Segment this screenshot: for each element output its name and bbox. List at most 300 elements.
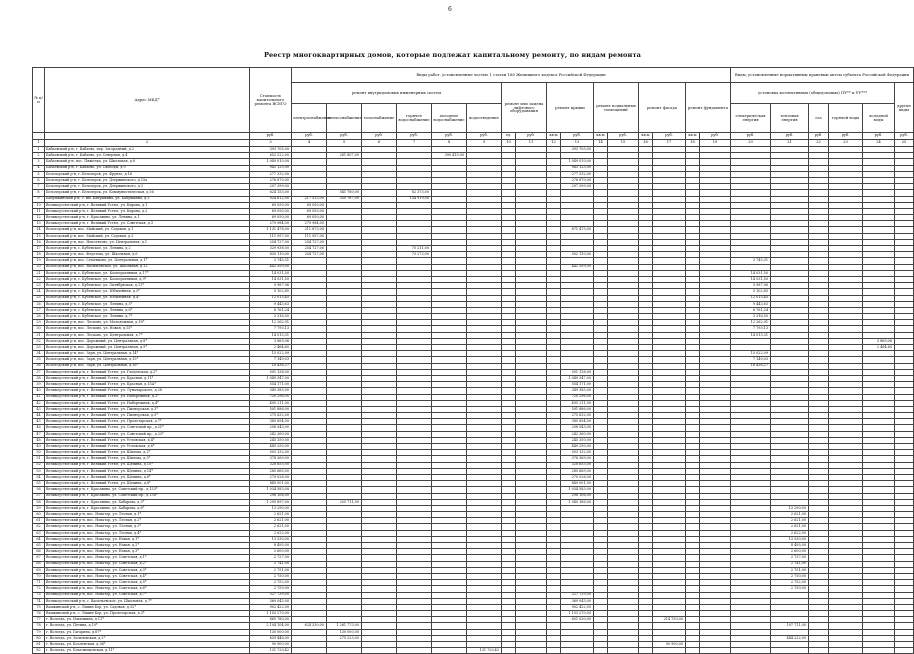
- value-cell: 2 727,00: [250, 555, 292, 561]
- header-drainage: водоотведение: [467, 104, 502, 133]
- row-number: 22: [33, 276, 45, 282]
- value-cell: 849 001,00: [561, 481, 594, 487]
- address-cell: Великоустюгский р-н, пос. Новатор, ул. Новая, д.1*: [45, 536, 250, 542]
- address-cell: Вологодский р-н, с. Кубенское, ул. Юбилейная, д.3*: [45, 289, 250, 295]
- value-cell: 1 049 010,00: [561, 159, 594, 165]
- value-cell: 501 138,00: [561, 369, 594, 375]
- column-index-cell: 16: [639, 140, 653, 147]
- value-cell: 7 793,13: [731, 326, 771, 332]
- row-number: 20: [33, 264, 45, 270]
- value-cell: 720 296,00: [250, 394, 292, 400]
- value-cell: 5 102,85: [250, 289, 292, 295]
- value-cell: 2 621,00: [771, 512, 809, 518]
- row-number: 8: [33, 190, 45, 196]
- unit-cell: руб.: [700, 133, 731, 140]
- unit-cell: ед.: [502, 133, 516, 140]
- value-cell: 7 149,03: [250, 357, 292, 363]
- value-cell: 2 759,00: [771, 586, 809, 592]
- value-cell: 385 854,00: [250, 419, 292, 425]
- value-cell: [809, 648, 829, 654]
- value-cell: [516, 648, 547, 654]
- row-number: 67: [33, 555, 45, 561]
- value-cell: 1 049 010,00: [250, 159, 292, 165]
- value-cell: 130 000,00: [327, 629, 362, 635]
- unit-cell: руб.: [432, 133, 467, 140]
- value-cell: 254 727,00: [250, 239, 292, 245]
- address-cell: Вологодский р-н, пос. Семенково, ул. Центральная, д.1*: [45, 258, 250, 264]
- value-cell: 245 350,00: [250, 437, 292, 443]
- value-cell: 13 530,00: [250, 536, 292, 542]
- unit-cell: руб.: [809, 133, 829, 140]
- row-number: 77: [33, 617, 45, 623]
- row-number: 16: [33, 239, 45, 245]
- column-index-cell: 21: [771, 140, 809, 147]
- address-cell: Вологодский р-н, пос. Лесково, ул. Центральная, д.7*: [45, 332, 250, 338]
- value-cell: 134 919,00: [397, 196, 432, 202]
- value-cell: 276 870,00: [250, 177, 292, 183]
- row-number: 79: [33, 629, 45, 635]
- address-cell: Великоустюгский р-н, пос. Новатор, ул. Советская, д.1*: [45, 555, 250, 561]
- value-cell: 270 026,00: [561, 474, 594, 480]
- row-number: 13: [33, 221, 45, 227]
- row-number: 45: [33, 419, 45, 425]
- value-cell: 2 464,60: [250, 345, 292, 351]
- row-number: 2: [33, 153, 45, 159]
- value-cell: 385 854,00: [561, 419, 594, 425]
- address-cell: Белозерский р-н, г. Белозерск, ул. Дзержинского, д.15а: [45, 177, 250, 183]
- document-title: Реестр многоквартирных домов, которые подлежат капитальному ремонту, по видам ремонта: [263, 51, 642, 59]
- value-cell: 7 149,03: [731, 357, 771, 363]
- unit-cell: руб.: [397, 133, 432, 140]
- row-number: 35: [33, 357, 45, 363]
- value-cell: 2 750,00: [771, 573, 809, 579]
- address-cell: Великоустюгский р-н, пос. Новатор, ул. Советская, д.7*: [45, 592, 250, 598]
- registry-table-container: [32, 67, 911, 653]
- value-cell: 327 739,00: [561, 592, 594, 598]
- row-number: 72: [33, 586, 45, 592]
- value-cell: 624 153,00: [250, 190, 292, 196]
- row-number: 11: [33, 208, 45, 214]
- header-meter-electric: электрическая энергия: [731, 104, 771, 133]
- column-index-cell: 24: [863, 140, 895, 147]
- address-cell: Белозерский р-н, г. Белозерск, ул. Дзержинского, д.3: [45, 184, 250, 190]
- header-meter-gas: газ: [809, 104, 829, 133]
- value-cell: 871 475,00: [561, 227, 594, 233]
- value-cell: 279 984,00: [292, 221, 327, 227]
- row-number: 64: [33, 536, 45, 542]
- row-number: 54: [33, 474, 45, 480]
- header-roof: ремонт крыши: [547, 83, 594, 133]
- value-cell: 242 360,00: [250, 431, 292, 437]
- address-cell: Великоустюгский р-н, г. Великий Устюг, ул. Пионерская, д.3*: [45, 406, 250, 412]
- row-number: 5: [33, 171, 45, 177]
- value-cell: 14 015,31: [250, 332, 292, 338]
- value-cell: 130 000,00: [250, 629, 292, 635]
- row-number: 10: [33, 202, 45, 208]
- unit-cell: кв.м: [547, 133, 561, 140]
- value-cell: 2 600,00: [250, 549, 292, 555]
- address-cell: Вологодский р-н, с. Кубенское, ул. Юбилейная, д.4*: [45, 295, 250, 301]
- row-number: 25: [33, 295, 45, 301]
- value-cell: 2 759,00: [250, 586, 292, 592]
- value-cell: 902 422,00: [561, 604, 594, 610]
- address-cell: Великоустюгский р-н, г. Великий Устюг, ул. Щепина, д.10*: [45, 462, 250, 468]
- header-address: Адрес МКД*: [45, 68, 250, 133]
- row-number: 49: [33, 444, 45, 450]
- value-cell: 393 705,00: [250, 147, 292, 153]
- address-cell: Великоустюгский р-н, пос. Новатор, ул. Советская, д.4*: [45, 573, 250, 579]
- row-number: 38: [33, 375, 45, 381]
- row-number: 7: [33, 184, 45, 190]
- unit-cell: руб.: [327, 133, 362, 140]
- value-cell: 254 727,00: [292, 252, 327, 258]
- address-cell: Бабаевский р-н, г. Бабаево, пер. Загородный, д.2: [45, 147, 250, 153]
- header-meter-heat: тепловая энергия: [771, 104, 809, 133]
- row-number: 15: [33, 233, 45, 239]
- row-number: 33: [33, 345, 45, 351]
- units-row: [33, 133, 914, 140]
- header-facade: ремонт фасада: [639, 83, 686, 133]
- row-number: 82: [33, 648, 45, 654]
- table-body: [33, 147, 914, 654]
- value-cell: 652 222,00: [250, 153, 292, 159]
- address-cell: Вологодский р-н, пос. Дорожный, ул. Центральная, д.8*: [45, 338, 250, 344]
- value-cell: 328 655,00: [250, 462, 292, 468]
- row-number: 32: [33, 338, 45, 344]
- value-cell: 943 125,00: [561, 165, 594, 171]
- address-cell: Великоустюгский р-н, г. Великий Устюг, ул. Щепина, д.14*: [45, 468, 250, 474]
- value-cell: 131 720,42: [467, 648, 502, 654]
- value-cell: 298 106,00: [561, 493, 594, 499]
- header-meter-hot-water: горячей воды: [829, 104, 863, 133]
- column-index-row: [33, 140, 914, 147]
- row-number: 39: [33, 382, 45, 388]
- value-cell: 501 886,00: [561, 406, 594, 412]
- address-cell: Вологодский р-н, с. Кубенское, ул. Ленина, д.7*: [45, 314, 250, 320]
- unit-cell: руб.: [895, 133, 914, 140]
- value-cell: 8 761,24: [250, 307, 292, 313]
- row-number: 65: [33, 543, 45, 549]
- row-number: 21: [33, 270, 45, 276]
- value-cell: 369 045,00: [250, 598, 292, 604]
- value-cell: 197 711,00: [771, 623, 809, 629]
- address-cell: Великоустюгский р-н, г. Великий Устюг, ул. Угловская, д.6*: [45, 444, 250, 450]
- registry-table: [32, 67, 914, 654]
- row-number: 55: [33, 481, 45, 487]
- column-index-cell: 6: [362, 140, 397, 147]
- unit-cell: руб.: [608, 133, 639, 140]
- value-cell: 1 034 583,00: [250, 487, 292, 493]
- value-cell: 9 987,96: [250, 283, 292, 289]
- value-cell: 651 030,00: [561, 617, 594, 623]
- row-number: 43: [33, 406, 45, 412]
- value-cell: 2 621,00: [250, 518, 292, 524]
- row-number: 52: [33, 462, 45, 468]
- value-cell: 924 612,00: [250, 196, 292, 202]
- value-cell: [327, 648, 362, 654]
- value-cell: 279 984,00: [250, 221, 292, 227]
- row-number: 62: [33, 524, 45, 530]
- row-number: 31: [33, 332, 45, 338]
- address-cell: Вологодский р-н, пос. Майский, ул. Садовая, д.3: [45, 233, 250, 239]
- address-cell: Белозерский р-н, г. Белозерск, ул. Коммунистическая, д.56: [45, 190, 250, 196]
- address-cell: Великоустюгский р-н, г. Красавино, ул. Хабарова, д.6*: [45, 505, 250, 511]
- value-cell: 349 385,00: [250, 388, 292, 394]
- address-cell: Великоустюгский р-н, г. Великий Устюг, ул. Угловская, д.4*: [45, 437, 250, 443]
- value-cell: 449 250,00: [250, 444, 292, 450]
- address-cell: Вологодский р-н, с. Кубенское, ул. Ленина, д.5*: [45, 301, 250, 307]
- value-cell: 14 031,50: [731, 276, 771, 282]
- unit-cell: [45, 133, 250, 140]
- value-cell: 943 125,00: [250, 165, 292, 171]
- value-cell: 14 015,31: [731, 332, 771, 338]
- row-number: 80: [33, 635, 45, 641]
- address-cell: г. Вологда, ул. Петина, д.10*: [45, 623, 250, 629]
- row-number: 61: [33, 518, 45, 524]
- address-cell: Великоустюгский р-н, г. Великий Устюг, ул. Кирова, д.2: [45, 208, 250, 214]
- value-cell: 350 787,00: [327, 196, 362, 202]
- value-cell: 3 869,06: [250, 338, 292, 344]
- value-cell: 503 132,00: [250, 450, 292, 456]
- row-number: 68: [33, 561, 45, 567]
- unit-cell: кв.м: [594, 133, 608, 140]
- row-number: 51: [33, 456, 45, 462]
- column-index-cell: 2: [45, 140, 250, 147]
- address-cell: Вологодский р-н, с. Кубенское, ул. Кооперативная, д.17*: [45, 270, 250, 276]
- address-cell: Вологодский р-н, пос. Лесково, ул. Новая, д.15*: [45, 326, 250, 332]
- address-cell: Бабаевский р-н, пос. Пяжелка, ул. Школьная, д.6: [45, 159, 250, 165]
- row-number: 47: [33, 431, 45, 437]
- address-cell: Великоустюгский р-н, г. Красавино, ул. Советский пр., д.158*: [45, 493, 250, 499]
- value-cell: 69 050,00: [292, 208, 327, 214]
- column-index-cell: 20: [731, 140, 771, 147]
- column-index-cell: 12: [547, 140, 561, 147]
- row-number: 44: [33, 413, 45, 419]
- value-cell: 7 793,13: [250, 326, 292, 332]
- value-cell: 275 223,00: [327, 635, 362, 641]
- value-cell: 720 296,00: [561, 394, 594, 400]
- value-cell: 111 957,00: [292, 233, 327, 239]
- value-cell: 328 655,00: [561, 462, 594, 468]
- header-total-cost: Стоимость капитального ремонта ВСЕГО: [250, 68, 292, 133]
- value-cell: [432, 648, 467, 654]
- value-cell: 849 001,00: [250, 481, 292, 487]
- column-index-cell: 18: [686, 140, 700, 147]
- header-other-group: Виды, установленные нормативным правовым актом субъекта Российской Федерации: [731, 68, 914, 83]
- value-cell: 2 622,00: [771, 530, 809, 536]
- address-cell: Великоустюгский р-н, г. Великий Устюг, ул. Щепина, д.8*: [45, 481, 250, 487]
- value-cell: 276 870,00: [561, 177, 594, 183]
- value-cell: 82 373,00: [397, 190, 432, 196]
- row-number: 42: [33, 400, 45, 406]
- row-number: 40: [33, 388, 45, 394]
- value-cell: 9 443,63: [731, 301, 771, 307]
- address-cell: Великоустюгский р-н, пос. Новатор, ул. Советская, д.2*: [45, 561, 250, 567]
- value-cell: 2 621,00: [771, 518, 809, 524]
- row-number: 14: [33, 227, 45, 233]
- value-cell: 13 290,00: [771, 505, 809, 511]
- value-cell: 131 720,42: [250, 648, 292, 654]
- row-number: 58: [33, 499, 45, 505]
- value-cell: 1 295 897,00: [250, 499, 292, 505]
- value-cell: 13 290,00: [250, 505, 292, 511]
- value-cell: 2 752,00: [250, 580, 292, 586]
- value-cell: 16 436,27: [731, 363, 771, 369]
- value-cell: 444 222,00: [771, 635, 809, 641]
- value-cell: 2 751,00: [771, 567, 809, 573]
- column-index-cell: 19: [700, 140, 731, 147]
- unit-cell: руб.: [561, 133, 594, 140]
- row-number: 71: [33, 580, 45, 586]
- row-number: 70: [33, 573, 45, 579]
- header-num: № п/п: [33, 68, 45, 133]
- row-number: 1: [33, 147, 45, 153]
- value-cell: 554 171,00: [561, 382, 594, 388]
- value-cell: 902 422,00: [250, 604, 292, 610]
- value-cell: 13 530,00: [771, 536, 809, 542]
- address-cell: Великоустюгский р-н, г. Великий Устюг, ул. Пролетарская, д.7*: [45, 419, 250, 425]
- value-cell: [863, 648, 895, 654]
- page-number: 6: [448, 6, 452, 13]
- address-cell: Великоустюгский р-н, г. Красавино, ул. Ленина, д.1: [45, 215, 250, 221]
- value-cell: [561, 648, 594, 654]
- value-cell: 14 031,50: [250, 270, 292, 276]
- value-cell: 12 015,45: [731, 295, 771, 301]
- value-cell: 8 495,00: [771, 543, 809, 549]
- value-cell: 830 110,00: [250, 252, 292, 258]
- address-cell: Великоустюгский р-н, пос. Новатор, ул. Советская, д.6*: [45, 586, 250, 592]
- value-cell: 12 262,91: [731, 320, 771, 326]
- value-cell: 495 211,00: [250, 400, 292, 406]
- value-cell: 1 049 347,00: [561, 375, 594, 381]
- value-cell: 255 711,00: [327, 499, 362, 505]
- address-cell: Вологодский р-н, с. Кубенское, ул. Ленина, д.6*: [45, 307, 250, 313]
- unit-cell: руб.: [731, 133, 771, 140]
- row-number: 12: [33, 215, 45, 221]
- address-cell: Великоустюгский р-н, г. Великий Устюг, ул. Советский пр., д.21*: [45, 425, 250, 431]
- value-cell: 277 332,00: [250, 171, 292, 177]
- row-number: 53: [33, 468, 45, 474]
- address-cell: Великоустюгский р-н, г. Великий Устюг, ул. Набережная, д.4*: [45, 400, 250, 406]
- value-cell: [594, 648, 608, 654]
- value-cell: 865 780,00: [250, 617, 292, 623]
- value-cell: 8 761,24: [731, 307, 771, 313]
- value-cell: 327 739,00: [250, 592, 292, 598]
- row-number: 18: [33, 252, 45, 258]
- value-cell: [639, 648, 653, 654]
- address-cell: Великоустюгский р-н, пос. Новатор, ул. Новая, д.2*: [45, 543, 250, 549]
- value-cell: 14 031,50: [250, 276, 292, 282]
- value-cell: 2 621,00: [250, 524, 292, 530]
- value-cell: [771, 648, 809, 654]
- value-cell: 2 622,00: [250, 530, 292, 536]
- value-cell: 9 987,96: [731, 283, 771, 289]
- column-index-cell: 22: [809, 140, 829, 147]
- header-meter-cold-water: холодной воды: [863, 104, 895, 133]
- value-cell: 1 103 270,00: [250, 611, 292, 617]
- value-cell: 3 316,50: [250, 314, 292, 320]
- column-index-cell: 3: [250, 140, 292, 147]
- column-index-cell: 11: [516, 140, 547, 147]
- value-cell: [608, 648, 639, 654]
- value-cell: 285 665,00: [250, 468, 292, 474]
- value-cell: 15 022,99: [250, 351, 292, 357]
- value-cell: 502 110,00: [561, 252, 594, 258]
- header-basement: ремонт подвальных помещений: [594, 83, 639, 133]
- row-number: 66: [33, 549, 45, 555]
- address-cell: Великоустюгский р-н, г. Великий Устюг, ул. Красная, д.11*: [45, 375, 250, 381]
- column-index-cell: 9: [467, 140, 502, 147]
- address-cell: Великоустюгский р-н, г. Великий Устюг, ул. Набережная, д.2*: [45, 394, 250, 400]
- header-other-works: другие виды: [895, 83, 914, 133]
- header-electric: электроснабжение: [292, 104, 327, 133]
- row-number: 74: [33, 598, 45, 604]
- address-cell: Великоустюгский р-н, пос. Новатор, ул. Новая, д.3*: [45, 549, 250, 555]
- row-number: 78: [33, 623, 45, 629]
- value-cell: 442 359,00: [250, 264, 292, 270]
- address-cell: Бабаевский р-н, г. Бабаево, ул. Северная, д.4: [45, 153, 250, 159]
- address-cell: Великоустюгский р-н, г. Красавино, ул. Хабарова, д.3*: [45, 499, 250, 505]
- value-cell: [292, 648, 327, 654]
- value-cell: 2 751,00: [250, 567, 292, 573]
- value-cell: [829, 648, 863, 654]
- address-cell: Великоустюгский р-н, пос. Новатор, ул. Советская, д.5*: [45, 580, 250, 586]
- row-number: 50: [33, 450, 45, 456]
- column-index-cell: 13: [561, 140, 594, 147]
- column-index-cell: 10: [502, 140, 516, 147]
- value-cell: 349 385,00: [561, 388, 594, 394]
- unit-cell: [33, 133, 45, 140]
- value-cell: 378 369,00: [250, 456, 292, 462]
- header-works-group: Виды работ, установленные частью 1 статьи 166 Жилищного кодекса Российской Федерации: [292, 68, 731, 83]
- header-hot-water: горячее водоснабжение: [397, 104, 432, 133]
- row-number: 37: [33, 369, 45, 375]
- value-cell: 285 665,00: [561, 468, 594, 474]
- value-cell: [502, 648, 516, 654]
- value-cell: 541 780,00: [327, 190, 362, 196]
- table-row: [33, 648, 914, 654]
- row-number: 48: [33, 437, 45, 443]
- address-cell: Вологодский р-н, пос. Дорожный, ул. Центральная, д.9*: [45, 345, 250, 351]
- value-cell: 298 106,00: [250, 493, 292, 499]
- row-number: 28: [33, 314, 45, 320]
- value-cell: 5 102,85: [731, 289, 771, 295]
- address-cell: Великоустюгский р-н, г. Великий Устюг, ул. Советский пр., д.23*: [45, 431, 250, 437]
- value-cell: 3 869,06: [863, 338, 895, 344]
- value-cell: 12 015,45: [250, 295, 292, 301]
- address-cell: Великоустюгский р-н, г. Великий Устюг, ул. Красная, д.15А*: [45, 382, 250, 388]
- value-cell: 208 543,00: [250, 425, 292, 431]
- value-cell: 69 050,00: [250, 215, 292, 221]
- address-cell: Бабаевский р-н, г. Бабаево, ул. Свободы, д.9: [45, 165, 250, 171]
- value-cell: 270 026,00: [250, 474, 292, 480]
- column-index-cell: 1: [33, 140, 45, 147]
- value-cell: [731, 648, 771, 654]
- row-number: 75: [33, 604, 45, 610]
- value-cell: 624 330,00: [292, 623, 327, 629]
- address-cell: г. Вологда, ул. Благовещенская, д.11*: [45, 648, 250, 654]
- column-index-cell: 23: [829, 140, 863, 147]
- row-number: 27: [33, 307, 45, 313]
- address-cell: Вологодский р-н, пос. Майский, ул. Садовая, д.1: [45, 227, 250, 233]
- column-index-cell: 17: [653, 140, 686, 147]
- value-cell: 369 045,00: [561, 598, 594, 604]
- value-cell: 208 543,00: [561, 425, 594, 431]
- value-cell: 3 745,31: [250, 258, 292, 264]
- unit-cell: кв.м: [686, 133, 700, 140]
- value-cell: 245 350,00: [561, 437, 594, 443]
- column-index-cell: 15: [608, 140, 639, 147]
